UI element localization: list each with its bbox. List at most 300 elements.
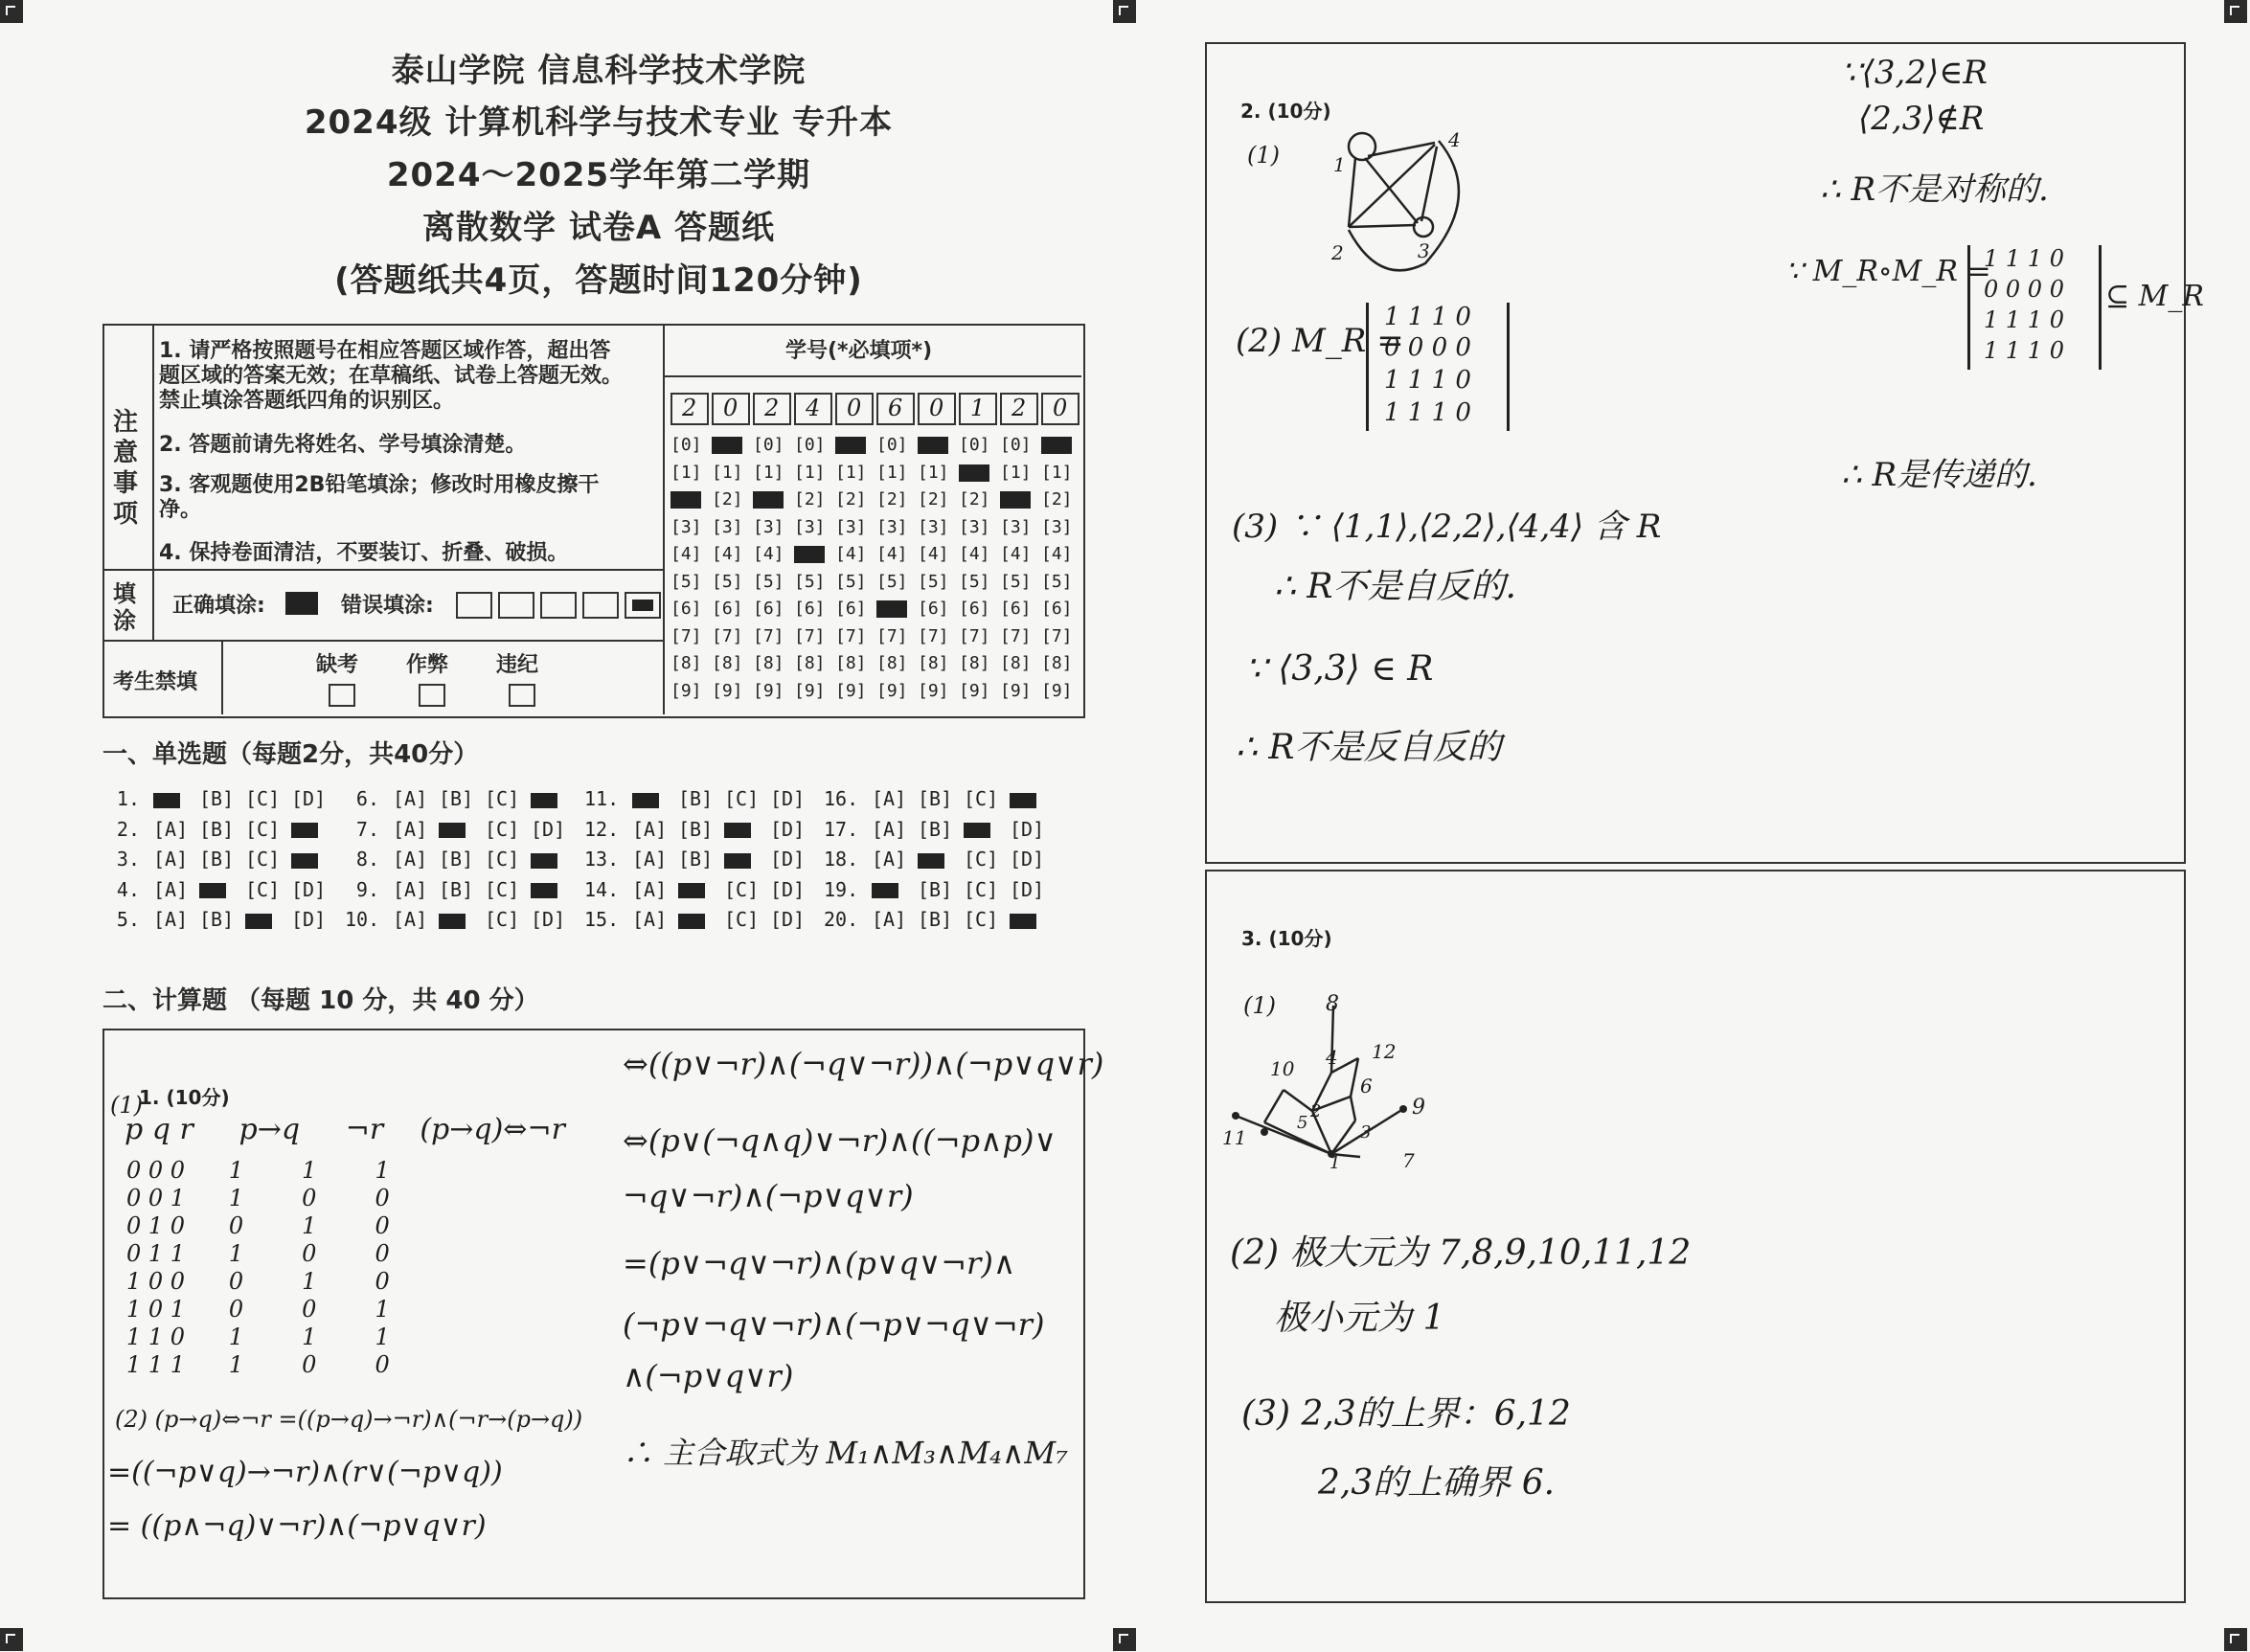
student-id-bubble[interactable]: [3]: [670, 516, 702, 537]
mc-option-c[interactable]: [964, 818, 1010, 841]
student-id-digit: 0: [1053, 395, 1068, 421]
wrong-fill-sample-1: [456, 592, 492, 619]
student-id-bubble[interactable]: [959, 463, 989, 483]
mc-option-d[interactable]: [D]: [770, 817, 806, 841]
mc-option-b[interactable]: [B]: [678, 817, 714, 841]
student-id-bubble[interactable]: [0]: [753, 435, 784, 455]
filled-bubble: [1041, 437, 1072, 454]
student-id-bubble[interactable]: [4]: [670, 544, 702, 564]
mc-option-b[interactable]: [B]: [199, 817, 235, 841]
mc-question-number: 7.: [355, 817, 379, 841]
student-id-bubble[interactable]: [7]: [835, 625, 867, 646]
mc-option-d[interactable]: [D]: [291, 877, 327, 901]
mc-option-a[interactable]: [A]: [632, 877, 668, 901]
mc-option-b[interactable]: [B]: [918, 817, 953, 841]
mc-option-c[interactable]: [C]: [485, 848, 520, 871]
student-id-bubble[interactable]: [3]: [712, 516, 743, 537]
filled-bubble: [439, 914, 466, 929]
student-id-digit: 4: [806, 395, 821, 421]
mc-option-c[interactable]: [C]: [485, 877, 520, 901]
mc-option-a[interactable]: [A]: [872, 908, 907, 931]
student-id-bubble[interactable]: [7]: [712, 625, 743, 646]
student-id-bubble[interactable]: [9]: [712, 680, 743, 701]
q2-label: 2. (10分): [1240, 100, 1331, 123]
student-id-digit-box[interactable]: [712, 393, 750, 425]
student-id-bubble[interactable]: [6]: [1041, 599, 1073, 619]
student-id-bubble[interactable]: [8]: [712, 653, 743, 673]
mc-option-d[interactable]: [531, 878, 577, 901]
q2-edge-3-4: [1421, 147, 1437, 221]
student-id-digit-box[interactable]: [1000, 393, 1038, 425]
q3-node-5: 5: [1297, 1113, 1308, 1133]
student-id-bubble[interactable]: [753, 489, 784, 509]
student-id-bubble[interactable]: [1]: [794, 462, 826, 483]
notice-item-1: 1. 请严格按照题号在相应答题区域作答，超出答题区域的答案无效；在草稿纸、试卷上答题无效。禁止填涂答题纸四角的识别区。: [159, 339, 624, 413]
student-id-bubble[interactable]: [4]: [1000, 544, 1032, 564]
student-id-bubble[interactable]: [5]: [670, 571, 702, 592]
student-id-bubble[interactable]: [8]: [1000, 653, 1032, 673]
student-id-bubble[interactable]: [2]: [876, 489, 908, 509]
q2-sym-line3: ∴ R不是对称的.: [1820, 170, 2049, 209]
student-id-bubble[interactable]: [2]: [835, 489, 867, 509]
q1-right-6: ∧(¬p∨q∨r): [623, 1358, 794, 1394]
mc-question-row: [584, 878, 816, 901]
student-id-bubble[interactable]: [2]: [1041, 489, 1073, 509]
mc-option-c[interactable]: [C]: [485, 908, 520, 931]
mc-option-a[interactable]: [A]: [393, 848, 428, 871]
student-id-bubble[interactable]: [4]: [712, 544, 743, 564]
student-id-bubble[interactable]: [7]: [959, 625, 990, 646]
mc-option-c[interactable]: [C]: [724, 877, 760, 901]
filled-bubble: [678, 883, 705, 898]
student-id-bubble[interactable]: [3]: [876, 516, 908, 537]
filled-bubble: [291, 853, 318, 869]
fill-label: 填涂: [113, 580, 136, 634]
student-id-bubble[interactable]: [9]: [876, 680, 908, 701]
q3-edge-2-10: [1284, 1090, 1312, 1111]
mc-option-b[interactable]: [B]: [439, 877, 474, 901]
student-id-bubble[interactable]: [5]: [918, 571, 949, 592]
student-id-bubble[interactable]: [1]: [835, 462, 867, 483]
q2-node-3: 3: [1418, 239, 1430, 262]
student-id-digit: 0: [847, 395, 862, 421]
q3-node-7: 7: [1402, 1149, 1415, 1172]
mc-option-c[interactable]: [724, 818, 770, 841]
mc-option-d[interactable]: [D]: [1010, 848, 1045, 871]
student-id-bubble[interactable]: [9]: [1000, 680, 1032, 701]
student-id-bubble[interactable]: [0]: [876, 435, 908, 455]
wrong-fill-label: 错误填涂:: [341, 594, 434, 618]
student-id-bubble[interactable]: [712, 435, 742, 455]
q3-edge-6-12: [1351, 1058, 1358, 1097]
student-id-bubble[interactable]: [7]: [753, 625, 784, 646]
mc-question-row: [824, 878, 1056, 901]
q2-edge-2-3: [1349, 225, 1416, 227]
mc-option-d[interactable]: [291, 818, 337, 841]
mc-option-c[interactable]: [C]: [964, 877, 999, 901]
q2-matrix: [1366, 303, 1510, 431]
mc-option-b[interactable]: [B]: [199, 787, 235, 810]
mc-option-a[interactable]: [A]: [872, 848, 907, 871]
student-id-bubble[interactable]: [8]: [835, 653, 867, 673]
mc-option-a[interactable]: [872, 878, 918, 901]
mc-option-b[interactable]: [B]: [918, 908, 953, 931]
q2-edge-1-2: [1349, 158, 1355, 227]
student-id-bubble[interactable]: [9]: [835, 680, 867, 701]
absent-label: 缺考: [316, 653, 359, 677]
q3-node-dot-11: [1232, 1112, 1239, 1120]
mc-option-a[interactable]: [A]: [153, 908, 189, 931]
student-id-bubble[interactable]: [9]: [794, 680, 826, 701]
student-id-bubble[interactable]: [4]: [918, 544, 949, 564]
student-id-digit-box[interactable]: [1041, 393, 1080, 425]
student-id-bubble[interactable]: [794, 544, 825, 564]
mc-option-a[interactable]: [A]: [393, 908, 428, 931]
filled-bubble: [531, 793, 557, 808]
filled-bubble: [1010, 914, 1036, 929]
student-id-bubble[interactable]: [2]: [959, 489, 990, 509]
student-id-bubble[interactable]: [5]: [1041, 571, 1073, 592]
student-id-digit-box[interactable]: [753, 393, 791, 425]
student-id-bubble[interactable]: [1]: [670, 462, 702, 483]
q1-right-2: ⇔(p∨(¬q∧q)∨¬r)∧((¬p∧p)∨: [623, 1122, 1057, 1159]
notice-rule-4: [221, 640, 223, 714]
q2-part3-line1: (3) ∵ ⟨1,1⟩,⟨2,2⟩,⟨4,4⟩ 含 R: [1232, 508, 1662, 546]
student-id-bubble[interactable]: [0]: [1000, 435, 1032, 455]
truth-table-row: 1 0 0 0 1 0: [126, 1268, 390, 1295]
notice-side-label: 注意事项: [113, 408, 139, 529]
mc-question-number: 2.: [116, 817, 140, 841]
q2-trans-conclusion: ∴ R是传递的.: [1841, 456, 2037, 494]
truth-table-row: 1 1 1 1 0 0: [126, 1351, 390, 1378]
student-id-bubble[interactable]: [6]: [753, 599, 784, 619]
student-id-bubble[interactable]: [2]: [712, 489, 743, 509]
student-id-bubble[interactable]: [6]: [794, 599, 826, 619]
student-id-bubble[interactable]: [5]: [1000, 571, 1032, 592]
mc-option-c[interactable]: [C]: [245, 848, 281, 871]
mc-option-d[interactable]: [531, 787, 577, 810]
student-id-bubble[interactable]: [0]: [959, 435, 990, 455]
q2-matrix-row-2: 0 0 0 0: [1384, 333, 1471, 362]
mc-option-d[interactable]: [D]: [291, 787, 327, 810]
student-id-bubble[interactable]: [6]: [835, 599, 867, 619]
violation-label: 违纪: [496, 653, 539, 677]
filled-bubble: [872, 883, 898, 898]
student-id-bubble[interactable]: [2]: [918, 489, 949, 509]
student-id-bubble[interactable]: [1000, 489, 1031, 509]
mc-option-b[interactable]: [199, 878, 245, 901]
q3-edge-5-10: [1264, 1090, 1284, 1122]
cheat-checkbox[interactable]: [419, 684, 445, 707]
truth-table-row: 1 0 1 0 0 1: [126, 1296, 390, 1323]
notice-item-4: 4. 保持卷面清洁，不要装订、折叠、破损。: [159, 541, 569, 565]
student-id-bubble[interactable]: [1]: [918, 462, 949, 483]
q3-part1-mark: (1): [1243, 992, 1276, 1019]
student-id-bubble[interactable]: [8]: [670, 653, 702, 673]
mc-option-d[interactable]: [D]: [770, 787, 806, 810]
student-id-bubble[interactable]: [3]: [753, 516, 784, 537]
q2-matrix2-row-4: 1 1 1 0: [1984, 337, 2064, 364]
section2-title: 二、计算题 （每题 10 分，共 40 分）: [102, 986, 539, 1015]
mc-option-b[interactable]: [B]: [199, 848, 235, 871]
mc-option-a[interactable]: [632, 787, 678, 810]
student-id-bubble[interactable]: [4]: [959, 544, 990, 564]
student-id-bubble[interactable]: [3]: [918, 516, 949, 537]
student-id-bubble[interactable]: [8]: [959, 653, 990, 673]
student-id-bubble[interactable]: [5]: [835, 571, 867, 592]
student-id-label: 学号(*必填项*): [785, 339, 933, 363]
q2-matrix-row-4: 1 1 1 0: [1384, 398, 1471, 427]
student-id-bubble[interactable]: [1]: [753, 462, 784, 483]
correct-fill-sample: [285, 592, 318, 615]
student-id-bubble[interactable]: [8]: [918, 653, 949, 673]
student-id-digit: 2: [764, 395, 780, 421]
mc-option-c[interactable]: [C]: [724, 787, 760, 810]
student-id-digit-box[interactable]: [794, 393, 832, 425]
student-id-bubble[interactable]: [835, 435, 866, 455]
sid-rule: [663, 375, 1081, 377]
mc-option-b[interactable]: [B]: [918, 877, 953, 901]
q2-trans-label: ∵ M_R∘M_R =: [1785, 255, 1991, 288]
student-id-bubble[interactable]: [5]: [876, 571, 908, 592]
student-id-bubble[interactable]: [1]: [1000, 462, 1032, 483]
student-id-bubble[interactable]: [6]: [712, 599, 743, 619]
q2-part3-line4: ∴ R不是反自反的: [1236, 728, 1502, 767]
q2-matrix2-row-3: 1 1 1 0: [1984, 306, 2064, 333]
mc-question-number: 15.: [584, 908, 620, 931]
student-id-digit-box[interactable]: [959, 393, 997, 425]
mc-option-a[interactable]: [A]: [393, 817, 428, 841]
mc-option-d[interactable]: [D]: [1010, 817, 1045, 841]
q2-sym-line1: ∵⟨3,2⟩∈R: [1841, 54, 1988, 92]
mc-option-b[interactable]: [678, 878, 724, 901]
student-id-bubble[interactable]: [7]: [1000, 625, 1032, 646]
mc-option-c[interactable]: [C]: [245, 817, 281, 841]
student-id-digit-box[interactable]: [835, 393, 874, 425]
student-id-bubble[interactable]: [3]: [794, 516, 826, 537]
absent-checkbox[interactable]: [329, 684, 355, 707]
notice-divider: [663, 324, 665, 714]
mc-option-d[interactable]: [1010, 787, 1056, 810]
notice-item-2: 2. 答题前请先将姓名、学号填涂清楚。: [159, 433, 527, 457]
mc-option-c[interactable]: [C]: [245, 787, 281, 810]
mc-question-number: 9.: [355, 877, 379, 901]
mc-option-c[interactable]: [C]: [724, 908, 760, 931]
mc-option-d[interactable]: [531, 848, 577, 871]
student-id-bubble[interactable]: [0]: [670, 435, 702, 455]
student-id-bubble[interactable]: [1]: [712, 462, 743, 483]
student-id-bubble[interactable]: [0]: [794, 435, 826, 455]
mc-option-d[interactable]: [D]: [770, 848, 806, 871]
student-id-digit-box[interactable]: [876, 393, 915, 425]
mc-option-a[interactable]: [A]: [872, 787, 907, 810]
q1-part1-mark: (1): [110, 1092, 143, 1119]
corner-marker-br: [2224, 1628, 2247, 1651]
mc-option-a[interactable]: [A]: [632, 817, 668, 841]
mc-option-c[interactable]: [C]: [245, 877, 281, 901]
cheat-label: 作弊: [406, 653, 449, 677]
mc-question-row: [105, 908, 337, 931]
mc-question-number: 5.: [116, 908, 140, 931]
student-id-bubble[interactable]: [1041, 435, 1072, 455]
filled-bubble: [199, 883, 226, 898]
student-id-bubble[interactable]: [9]: [918, 680, 949, 701]
student-id-bubble[interactable]: [6]: [670, 599, 702, 619]
mc-question-number: 12.: [584, 817, 620, 841]
mc-question-row: [584, 848, 816, 871]
student-id-digit-box[interactable]: [670, 393, 709, 425]
mc-option-a[interactable]: [A]: [872, 817, 907, 841]
filled-bubble: [959, 464, 989, 482]
student-id-bubble[interactable]: [1]: [1041, 462, 1073, 483]
mc-option-c[interactable]: [C]: [485, 817, 520, 841]
corner-marker-bl: [0, 1628, 23, 1651]
mc-option-d[interactable]: [D]: [531, 817, 566, 841]
student-id-digit-box[interactable]: [918, 393, 956, 425]
q2-trans-subset: ⊆ M_R: [2105, 280, 2204, 313]
student-id-bubble[interactable]: [8]: [876, 653, 908, 673]
mc-option-b[interactable]: [439, 908, 485, 931]
student-id-bubble[interactable]: [6]: [918, 599, 949, 619]
mc-option-b[interactable]: [B]: [199, 908, 235, 931]
q2-matrix2-row-1: 1 1 1 0: [1984, 245, 2064, 272]
student-id-digit: 0: [723, 395, 739, 421]
student-id-bubble[interactable]: [9]: [1041, 680, 1073, 701]
mc-option-a[interactable]: [A]: [393, 877, 428, 901]
mc-question-number: 4.: [116, 877, 140, 901]
filled-bubble: [876, 600, 907, 618]
student-id-bubble[interactable]: [7]: [670, 625, 702, 646]
mc-option-c[interactable]: [C]: [485, 787, 520, 810]
student-id-bubble[interactable]: [9]: [753, 680, 784, 701]
mc-option-c[interactable]: [724, 848, 770, 871]
student-id-bubble[interactable]: [3]: [959, 516, 990, 537]
student-id-bubble[interactable]: [2]: [794, 489, 826, 509]
student-id-digit: 2: [682, 395, 697, 421]
mc-option-c[interactable]: [C]: [964, 848, 999, 871]
student-id-bubble[interactable]: [5]: [712, 571, 743, 592]
mc-option-a[interactable]: [A]: [153, 848, 189, 871]
q3-edge-1-3: [1331, 1120, 1355, 1154]
mc-question-row: [824, 908, 1056, 931]
mc-question-row: [105, 878, 337, 901]
student-id-bubble[interactable]: [670, 489, 701, 509]
corner-marker-tc: [1113, 0, 1136, 23]
mc-question-number: 3.: [116, 848, 140, 871]
mc-option-b[interactable]: [439, 818, 485, 841]
student-id-bubble[interactable]: [9]: [959, 680, 990, 701]
mc-option-b[interactable]: [B]: [918, 787, 953, 810]
mc-question-row: [584, 818, 816, 841]
mc-option-b[interactable]: [918, 848, 964, 871]
mc-option-b[interactable]: [B]: [678, 848, 714, 871]
student-id-bubble[interactable]: [3]: [1000, 516, 1032, 537]
mc-option-a[interactable]: [A]: [153, 817, 189, 841]
mc-option-b[interactable]: [678, 908, 724, 931]
q3-part2-line1: (2) 极大元为 7,8,9,10,11,12: [1230, 1233, 1692, 1273]
mc-question-number: 1.: [116, 787, 140, 810]
mc-option-d[interactable]: [D]: [770, 908, 806, 931]
mc-option-d[interactable]: [1010, 908, 1056, 931]
student-id-bubble[interactable]: [6]: [959, 599, 990, 619]
mc-option-d[interactable]: [D]: [1010, 877, 1045, 901]
correct-fill-label: 正确填涂:: [172, 594, 265, 618]
student-id-bubble[interactable]: [5]: [794, 571, 826, 592]
q3-label: 3. (10分): [1241, 927, 1332, 950]
filled-bubble: [835, 437, 866, 454]
truth-table-row: 0 1 0 0 1 0: [126, 1212, 390, 1239]
filled-bubble: [531, 853, 557, 869]
student-id-bubble[interactable]: [5]: [753, 571, 784, 592]
q1-p2-line2: =((¬p∨q)→¬r)∧(r∨(¬p∨q)): [107, 1456, 503, 1489]
student-id-bubble[interactable]: [7]: [794, 625, 826, 646]
mc-option-d[interactable]: [291, 848, 337, 871]
q1-truth-header: p q r p→q ¬r (p→q)⇔¬r: [125, 1113, 565, 1146]
student-id-bubble[interactable]: [4]: [753, 544, 784, 564]
violation-checkbox[interactable]: [509, 684, 535, 707]
student-id-bubble[interactable]: [8]: [794, 653, 826, 673]
student-id-bubble[interactable]: [8]: [753, 653, 784, 673]
student-id-bubble[interactable]: [4]: [835, 544, 867, 564]
mc-option-a[interactable]: [A]: [632, 848, 668, 871]
filled-bubble: [531, 883, 557, 898]
mc-option-c[interactable]: [C]: [964, 787, 999, 810]
mc-option-c[interactable]: [245, 908, 291, 931]
mc-option-d[interactable]: [D]: [291, 908, 327, 931]
mc-option-c[interactable]: [C]: [964, 908, 999, 931]
mc-option-b[interactable]: [B]: [678, 787, 714, 810]
mc-question-number: 19.: [824, 877, 859, 901]
mc-question-number: 8.: [355, 848, 379, 871]
mc-option-d[interactable]: [D]: [531, 908, 566, 931]
mc-question-row: [824, 848, 1056, 871]
student-id-bubble[interactable]: [5]: [959, 571, 990, 592]
notice-rule-3: [102, 640, 664, 642]
mc-option-a[interactable]: [A]: [153, 877, 189, 901]
student-id-bubble[interactable]: [3]: [1041, 516, 1073, 537]
mc-option-b[interactable]: [B]: [439, 787, 474, 810]
q2-part3-line2: ∴ R不是自反的.: [1274, 567, 1516, 606]
student-id-bubble[interactable]: [4]: [1041, 544, 1073, 564]
filled-bubble: [291, 823, 318, 838]
q1-right-4: =(p∨¬q∨¬r)∧(p∨q∨¬r)∧: [623, 1245, 1016, 1281]
filled-bubble: [1010, 793, 1036, 808]
student-id-bubble[interactable]: [4]: [876, 544, 908, 564]
student-id-bubble[interactable]: [6]: [1000, 599, 1032, 619]
student-id-bubble[interactable]: [8]: [1041, 653, 1073, 673]
mc-option-a[interactable]: [153, 787, 199, 810]
mc-option-b[interactable]: [B]: [439, 848, 474, 871]
mc-option-a[interactable]: [A]: [393, 787, 428, 810]
mc-option-d[interactable]: [D]: [770, 877, 806, 901]
student-id-bubble[interactable]: [1]: [876, 462, 908, 483]
student-id-bubble[interactable]: [918, 435, 948, 455]
q3-node-11: 11: [1222, 1126, 1247, 1149]
student-id-bubble[interactable]: [7]: [918, 625, 949, 646]
student-id-bubble[interactable]: [7]: [876, 625, 908, 646]
student-id-bubble[interactable]: [7]: [1041, 625, 1073, 646]
notice-rule-2: [152, 569, 154, 640]
filled-bubble: [964, 823, 990, 838]
student-id-bubble[interactable]: [876, 599, 907, 619]
mc-option-a[interactable]: [A]: [632, 908, 668, 931]
q1-right-5: (¬p∨¬q∨¬r)∧(¬p∨¬q∨¬r): [623, 1306, 1045, 1343]
q1-right-1: ⇔((p∨¬r)∧(¬q∨¬r))∧(¬p∨q∨r): [623, 1046, 1104, 1082]
filled-bubble: [918, 853, 944, 869]
student-id-bubble[interactable]: [9]: [670, 680, 702, 701]
q2-node-1: 1: [1333, 153, 1346, 176]
student-id-bubble[interactable]: [3]: [835, 516, 867, 537]
